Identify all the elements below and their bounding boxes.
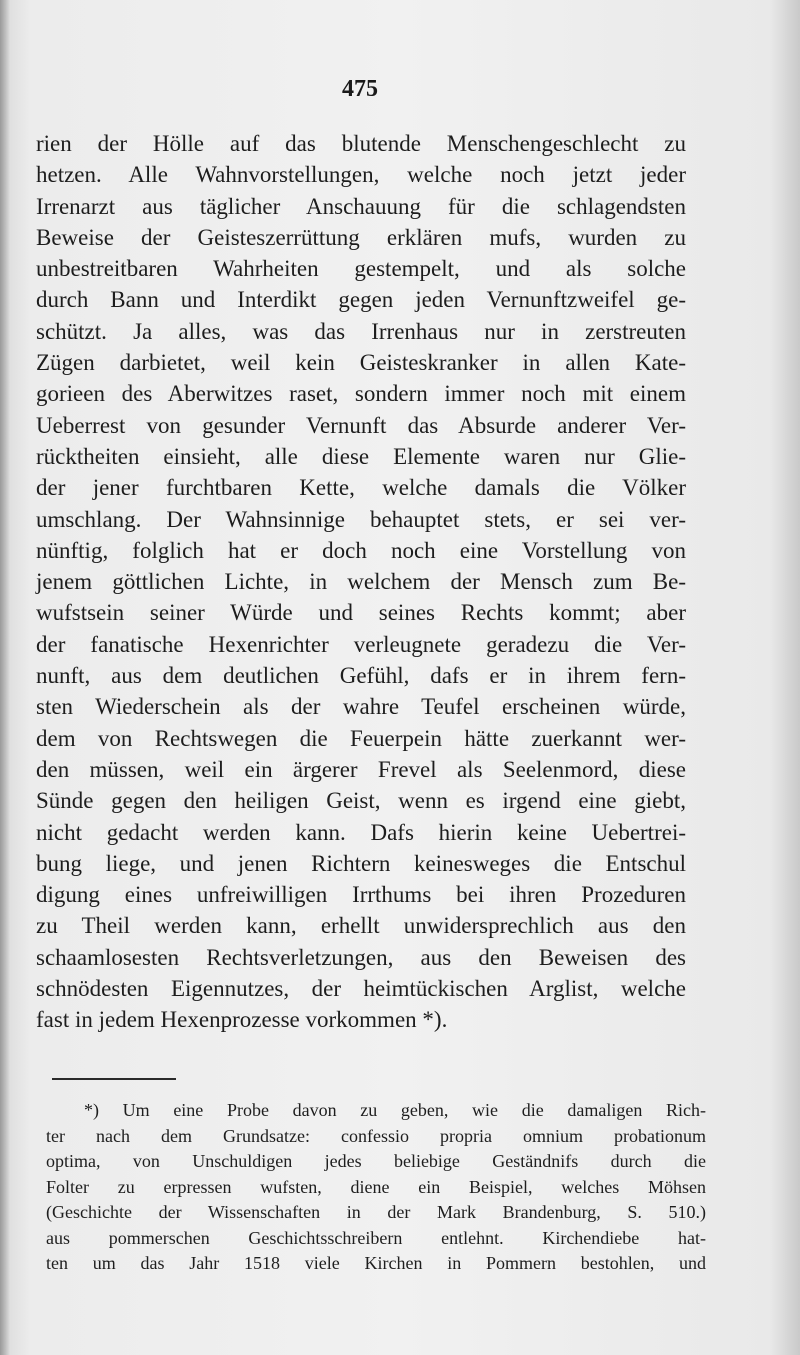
text-line: umschlang. Der Wahnsinnige behauptet stets, er sei ver- xyxy=(36,506,686,532)
text-line: Beweise der Geisteszerrüttung erklären mufs, wurden zu xyxy=(36,224,686,250)
footnote-line: aus pommerschen Geschichtsschreibern entlehnt. Kirchendiebe hat- xyxy=(46,1227,706,1248)
text-line: nünftig, folglich hat er doch noch eine Vorstellung von xyxy=(36,537,686,563)
text-line: Irrenarzt aus täglicher Anschauung für die schlagendsten xyxy=(36,193,686,219)
text-line: wufstsein seiner Würde und seines Rechts kommt; aber xyxy=(36,600,686,626)
footnote-line: ter nach dem Grundsatze: confessio propria omnium probationum xyxy=(46,1125,706,1146)
text-line: der fanatische Hexenrichter verleugnete geradezu die Ver- xyxy=(36,631,686,657)
text-line: Sünde gegen den heiligen Geist, wenn es irgend eine giebt, xyxy=(36,788,686,814)
text-line: den müssen, weil ein ärgerer Frevel als Seelenmord, diese xyxy=(36,756,686,782)
footnote-line: Folter zu erpressen wufsten, diene ein Beispiel, welches Möhsen xyxy=(46,1176,706,1197)
page-gutter-shadow xyxy=(0,0,10,1355)
text-line: digung eines unfreiwilligen Irrthums bei ihren Prozeduren xyxy=(36,882,686,908)
footnote-line: optima, von Unschuldigen jedes beliebige Geständnifs durch die xyxy=(46,1151,706,1171)
text-line: der jener furchtbaren Kette, welche damals die Völker xyxy=(36,475,686,501)
text-line: hetzen. Alle Wahnvorstellungen, welche noch jetzt jeder xyxy=(36,162,686,188)
main-text xyxy=(36,128,686,1036)
text-line: schaamlosesten Rechtsverletzungen, aus den Beweisen des xyxy=(36,944,686,970)
text-line: rien der Hölle auf das blutende Menschengeschlecht zu xyxy=(36,131,686,156)
text-line: nicht gedacht werden kann. Dafs hierin keine Uebertrei- xyxy=(36,819,686,845)
text-line: dem von Rechtswegen die Feuerpein hätte zuerkannt wer- xyxy=(36,725,686,751)
text-line: bung liege, und jenen Richtern keinesweges die Entschul xyxy=(36,850,686,876)
footnote-line: ten um das Jahr 1518 viele Kirchen in Pommern bestohlen, und xyxy=(46,1253,706,1273)
text-line: zu Theil werden kann, erhellt unwidersprechlich aus den xyxy=(36,913,686,939)
text-line: gorieen des Aberwitzes raset, sondern immer noch mit einem xyxy=(36,381,686,407)
text-line: Zügen darbietet, weil kein Geisteskranker in allen Kate- xyxy=(36,350,686,376)
footnote-line: (Geschichte der Wissenschaften in der Mark Brandenburg, S. 510.) xyxy=(46,1202,706,1222)
text-line: sten Wiederschein als der wahre Teufel erscheinen würde, xyxy=(36,694,686,720)
text-line: rücktheiten einsieht, alle diese Elemente waren nur Glie- xyxy=(36,443,686,469)
text-line: nunft, aus dem deutlichen Gefühl, dafs er in ihrem fern- xyxy=(36,663,686,689)
text-line: Ueberrest von gesunder Vernunft das Absurde anderer Ver- xyxy=(36,412,686,438)
footnote-divider xyxy=(52,1078,176,1080)
text-line: durch Bann und Interdikt gegen jeden Vernunftzweifel ge- xyxy=(36,287,686,313)
footnote-line: *) Um eine Probe davon zu geben, wie die damaligen Rich- xyxy=(84,1100,706,1120)
text-line: jenem göttlichen Lichte, in welchem der Mensch zum Be- xyxy=(36,569,686,595)
page-number: 475 xyxy=(342,76,378,102)
text-line: schnödesten Eigennutzes, der heimtückischen Arglist, welche xyxy=(36,976,686,1002)
text-line: fast in jedem Hexenprozesse vorkommen *). xyxy=(36,1007,448,1033)
text-line: unbestreitbaren Wahrheiten gestempelt, und als solche xyxy=(36,256,686,282)
text-line: schützt. Ja alles, was das Irrenhaus nur in zerstreuten xyxy=(36,318,686,344)
footnote xyxy=(46,1098,706,1277)
